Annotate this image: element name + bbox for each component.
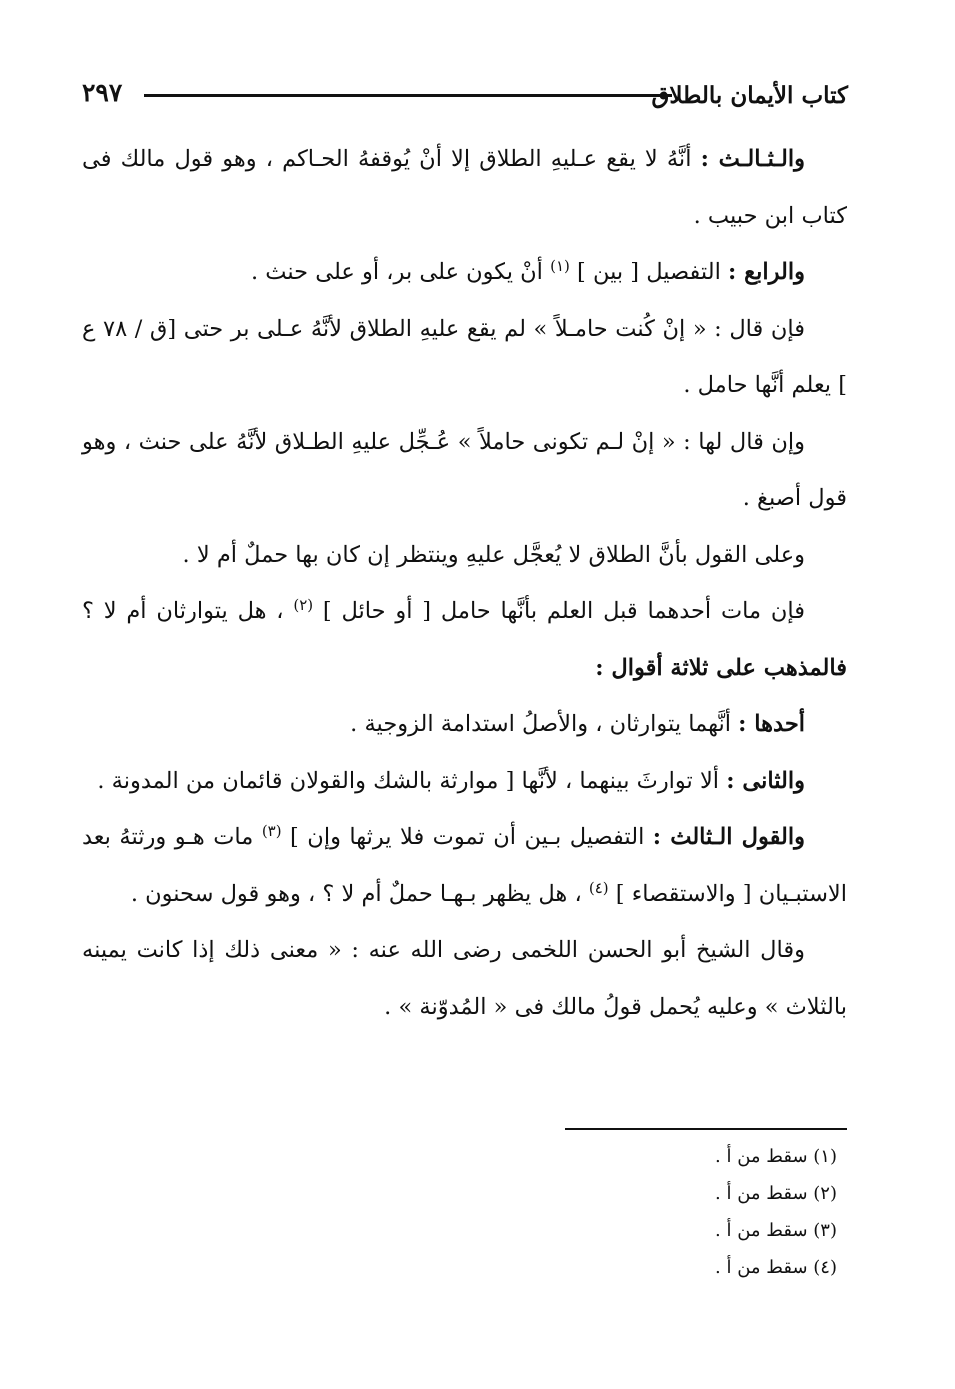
- paragraph-lakhmi: [82, 922, 847, 1035]
- footnote-1: (١) سقط من أ .: [715, 1146, 837, 1167]
- main-text: [82, 131, 847, 1035]
- chapter-title: كتاب الأيمان بالطلاق: [651, 82, 848, 109]
- paragraph-lead: والقول الـثالث :: [652, 824, 805, 850]
- footnote-2: (٢) سقط من أ .: [715, 1183, 837, 1204]
- paragraph-second-saying: [82, 753, 847, 810]
- footnote-3: (٣) سقط من أ .: [715, 1220, 837, 1241]
- header-rule: [144, 94, 672, 97]
- paragraph-pregnant-case: [82, 301, 847, 414]
- footnote-4: (٤) سقط من أ .: [715, 1257, 837, 1278]
- paragraph-lead: والـثـالـث :: [700, 146, 805, 172]
- paragraph-text: التفصيل بـين أن تموت فلا يرثها وإن ]: [281, 824, 653, 850]
- paragraph-first-saying: [82, 696, 847, 753]
- paragraph-text: وإن قال لها : « إنْ لـم تكونى حاملاً » عُـجِّل عليهِ الطـلاق لأنَّهُ على حنث ، وهو قول أصبغ .: [82, 428, 847, 511]
- page-number: ٢٩٧: [82, 78, 123, 107]
- footnote-ref: (٣): [261, 822, 282, 840]
- footnote-ref: (٤): [588, 878, 609, 897]
- paragraph-lead: والثانى :: [726, 767, 805, 794]
- footnote-ref: (٢): [293, 596, 314, 614]
- paragraph-text: فإن مات أحدهما قبل العلم بأنَّها حامل [ أو حائل ]: [313, 598, 805, 624]
- paragraph-text: التفصيل [ بين ]: [569, 259, 728, 285]
- running-header: [82, 78, 848, 114]
- footnote-ref: (١): [550, 257, 570, 275]
- paragraph-lead: أحدها :: [738, 711, 805, 737]
- paragraph-death-case: [82, 583, 847, 696]
- paragraph-waiting: [82, 527, 847, 584]
- paragraph-text: مات هـو ورثتهُ بعد الاستبـيان [ والاستقصاء ]: [82, 824, 847, 907]
- paragraph-text: ألا توارثَ بينهما ، لأنَّها [ موارثة بالشك والقولان قائمان من المدونة .: [97, 767, 727, 794]
- paragraph-not-pregnant-case: [82, 414, 847, 527]
- paragraph-text: أنَّهُ لا يقع عـليهِ الطلاق إلا أنْ يُوقفهُ الحـاكم ، وهو قول مالك فى كتاب ابن حبيب .: [82, 146, 847, 229]
- paragraph-text: أنَّهما يتوارثان ، والأصلُ استدامة الزوجية .: [350, 711, 739, 737]
- paragraph-bold-tail: فالمذهب على ثلاثة أقوال :: [595, 654, 847, 681]
- paragraph-text: ، هل يظهر بـهـا حملٌ أم لا ؟ ، وهو قول سحنون .: [130, 880, 589, 907]
- footnotes: [437, 1138, 837, 1286]
- paragraph-text: ، هل يتوارثان أم لا ؟: [82, 598, 294, 624]
- paragraph-third-opinion: [82, 131, 847, 244]
- paragraph-text: فإن قال : « إنْ كُنت حامـلاً » لم يقع عليهِ الطلاق لأنَّهُ عـلى بر حتى [ق / ٧٨ ع ] يعلم أنَّها حامل .: [82, 315, 847, 398]
- paragraph-third-saying: [82, 809, 847, 922]
- paragraph-text: وقال الشيخ أبو الحسن اللخمى رضى الله عنه : « معنى ذلك إذا كانت يمينه بالثلاث » وعليه يُحمل قولُ مالك فى « المُدوّنة » .: [82, 937, 847, 1020]
- paragraph-lead: والرابع :: [727, 259, 805, 285]
- footnote-rule: [565, 1128, 847, 1130]
- paragraph-text: أنْ يكون على بر، أو على حنث .: [250, 259, 551, 285]
- paragraph-text: وعلى القول بأنَّ الطلاق لا يُعجَّل عليهِ وينتظر إن كان بها حملٌ أم لا .: [182, 541, 805, 568]
- paragraph-fourth-opinion: [82, 244, 847, 301]
